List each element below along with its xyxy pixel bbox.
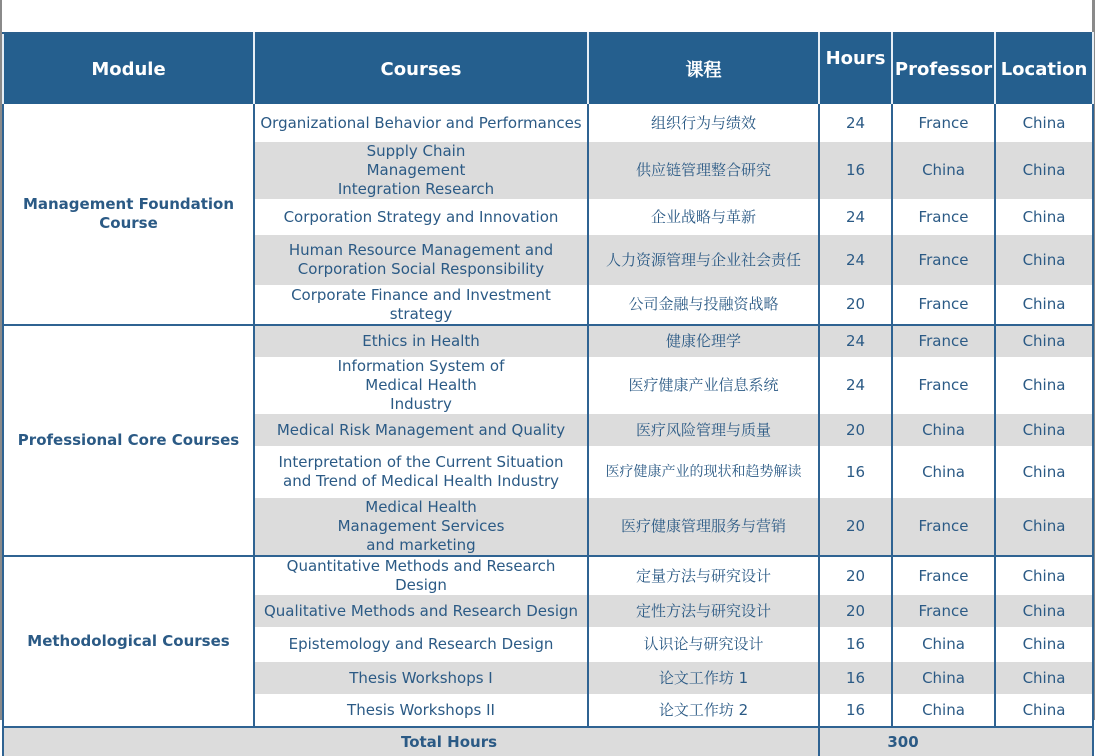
course-cn-cell: 论文工作坊 2 [588, 694, 819, 727]
professor-cell: China [892, 627, 995, 662]
header-hours: Hours [819, 33, 892, 104]
course-cn-cell: 认识论与研究设计 [588, 627, 819, 662]
hours-cell: 16 [819, 662, 892, 694]
professor-cell: France [892, 595, 995, 627]
professor-cell: France [892, 556, 995, 595]
hours-cell: 24 [819, 199, 892, 235]
course-cn-cell: 组织行为与绩效 [588, 104, 819, 142]
location-cell: China [995, 285, 1093, 325]
header-module: Module [3, 33, 254, 104]
module-cell-management-foundation: Management Foundation Course [3, 104, 254, 325]
professor-cell: China [892, 694, 995, 727]
course-cell: Organizational Behavior and Performances [254, 104, 588, 142]
course-cell: Medical Health Management Services and marketing [254, 498, 588, 556]
professor-cell: France [892, 235, 995, 285]
course-cn-cell: 医疗健康产业的现状和趋势解读 [588, 446, 819, 498]
course-cell: Corporate Finance and Investment strategy [254, 285, 588, 325]
course-cn-cell: 定量方法与研究设计 [588, 556, 819, 595]
location-cell: China [995, 199, 1093, 235]
course-cn-cell: 医疗健康产业信息系统 [588, 357, 819, 414]
total-hours-label: Total Hours [3, 727, 819, 756]
location-cell: China [995, 235, 1093, 285]
header-courses: Courses [254, 33, 588, 104]
course-cn-cell: 健康伦理学 [588, 325, 819, 357]
location-cell: China [995, 694, 1093, 727]
hours-cell: 20 [819, 414, 892, 446]
course-cell: Supply Chain Management Integration Research [254, 142, 588, 199]
hours-cell: 24 [819, 325, 892, 357]
professor-cell: China [892, 446, 995, 498]
location-cell: China [995, 662, 1093, 694]
total-row [3, 727, 1093, 756]
course-cn-cell: 论文工作坊 1 [588, 662, 819, 694]
hours-cell: 16 [819, 627, 892, 662]
hours-cell: 20 [819, 285, 892, 325]
course-cn-cell: 医疗健康管理服务与营销 [588, 498, 819, 556]
course-cell: Thesis Workshops I [254, 662, 588, 694]
course-cn-cell: 公司金融与投融资战略 [588, 285, 819, 325]
professor-cell: France [892, 285, 995, 325]
course-cn-cell: 人力资源管理与企业社会责任 [588, 235, 819, 285]
location-cell: China [995, 104, 1093, 142]
course-cell: Corporation Strategy and Innovation [254, 199, 588, 235]
table-row [3, 556, 1093, 595]
location-cell: China [995, 498, 1093, 556]
course-cell: Information System of Medical Health Industry [254, 357, 588, 414]
location-cell: China [995, 325, 1093, 357]
location-cell: China [995, 414, 1093, 446]
professor-cell: China [892, 662, 995, 694]
course-cell: Medical Risk Management and Quality [254, 414, 588, 446]
header-location: Location [995, 33, 1093, 104]
course-cn-cell: 定性方法与研究设计 [588, 595, 819, 627]
professor-cell: China [892, 142, 995, 199]
location-cell: China [995, 357, 1093, 414]
course-cell: Interpretation of the Current Situation and Trend of Medical Health Industry [254, 446, 588, 498]
hours-cell: 16 [819, 446, 892, 498]
professor-cell: France [892, 498, 995, 556]
total-hours-value: 300 [819, 727, 1093, 756]
header-courses-cn: 课程 [588, 33, 819, 104]
course-cn-cell: 企业战略与革新 [588, 199, 819, 235]
location-cell: China [995, 446, 1093, 498]
professor-cell: China [892, 414, 995, 446]
hours-cell: 16 [819, 694, 892, 727]
professor-cell: France [892, 325, 995, 357]
professor-cell: France [892, 104, 995, 142]
header-professor: Professor [892, 33, 995, 104]
module-cell-professional-core: Professional Core Courses [3, 325, 254, 556]
course-cell: Human Resource Management and Corporation Social Responsibility [254, 235, 588, 285]
curriculum-table [2, 32, 1094, 756]
hours-cell: 16 [819, 142, 892, 199]
module-cell-methodological: Methodological Courses [3, 556, 254, 727]
location-cell: China [995, 142, 1093, 199]
location-cell: China [995, 627, 1093, 662]
course-cell: Qualitative Methods and Research Design [254, 595, 588, 627]
table-row [3, 325, 1093, 357]
course-cn-cell: 医疗风险管理与质量 [588, 414, 819, 446]
course-cell: Thesis Workshops II [254, 694, 588, 727]
course-cell: Quantitative Methods and Research Design [254, 556, 588, 595]
table-header-row [3, 33, 1093, 104]
table-row [3, 104, 1093, 142]
course-cell: Ethics in Health [254, 325, 588, 357]
hours-cell: 24 [819, 357, 892, 414]
hours-cell: 24 [819, 104, 892, 142]
location-cell: China [995, 556, 1093, 595]
course-cn-cell: 供应链管理整合研究 [588, 142, 819, 199]
professor-cell: France [892, 357, 995, 414]
hours-cell: 20 [819, 556, 892, 595]
hours-cell: 24 [819, 235, 892, 285]
professor-cell: France [892, 199, 995, 235]
course-cell: Epistemology and Research Design [254, 627, 588, 662]
hours-cell: 20 [819, 595, 892, 627]
hours-cell: 20 [819, 498, 892, 556]
location-cell: China [995, 595, 1093, 627]
